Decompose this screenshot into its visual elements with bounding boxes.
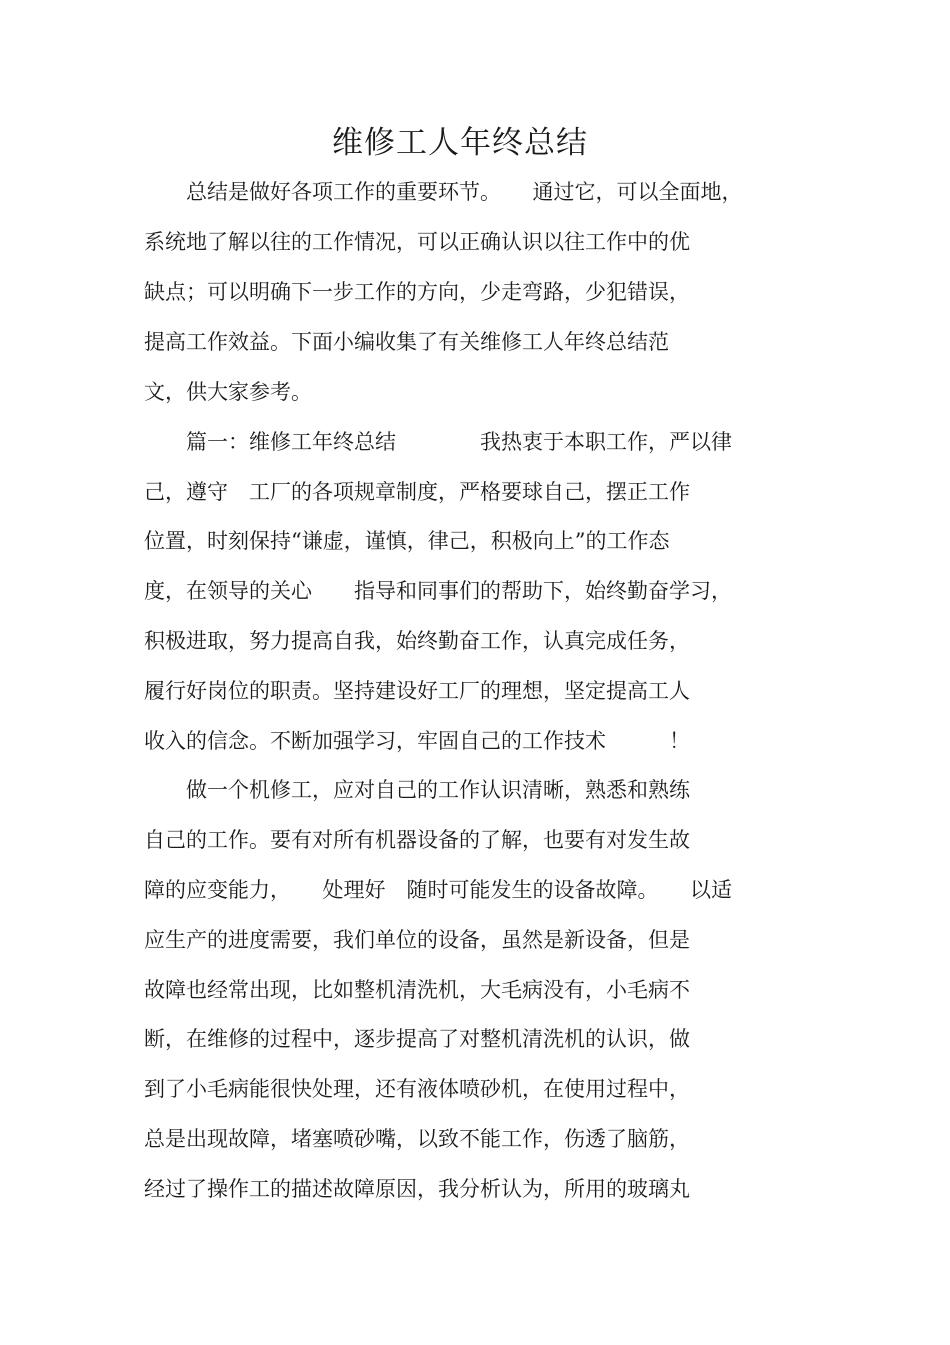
body-line: 应生产的进度需要，我们单位的设备，虽然是新设备，但是	[144, 928, 690, 952]
body-line: 自己的工作。要有对所有机器设备的了解，也要有对发生故	[144, 828, 690, 852]
body-line: 篇一：维修工年终总结 我热衷于本职工作，严以律	[144, 430, 732, 454]
body-line: 度，在领导的关心 指导和同事们的帮助下，始终勤奋学习，	[144, 579, 732, 603]
body-line: 履行好岗位的职责。坚持建设好工厂的理想，坚定提高工人	[144, 679, 690, 703]
body-line: 总结是做好各项工作的重要环节。 通过它，可以全面地，	[144, 180, 743, 204]
body-line: 经过了操作工的描述故障原因，我分析认为，所用的玻璃丸	[144, 1177, 690, 1201]
body-line: 位置，时刻保持“谦虚，谨慎，律己，积极向上”的工作态	[144, 529, 670, 553]
body-line: 收入的信念。不断加强学习，牢固自己的工作技术 ！	[144, 729, 690, 753]
body-line: 故障也经常出现，比如整机清洗机，大毛病没有，小毛病不	[144, 978, 690, 1002]
body-line: 积极进取，努力提高自我，始终勤奋工作，认真完成任务，	[144, 629, 690, 653]
body-line: 缺点；可以明确下一步工作的方向，少走弯路，少犯错误，	[144, 280, 690, 304]
body-line: 障的应变能力， 处理好 随时可能发生的设备故障。 以适	[144, 878, 732, 902]
body-line: 己，遵守 工厂的各项规章制度，严格要球自己，摆正工作	[144, 480, 690, 504]
body-line: 总是出现故障，堵塞喷砂嘴，以致不能工作，伤透了脑筋，	[144, 1127, 690, 1151]
body-line: 断，在维修的过程中，逐步提高了对整机清洗机的认识，做	[144, 1027, 690, 1051]
body-line: 做一个机修工，应对自己的工作认识清晰，熟悉和熟练	[144, 778, 690, 802]
body-line: 到了小毛病能很快处理，还有液体喷砂机，在使用过程中，	[144, 1077, 690, 1101]
document-title: 维修工人年终总结	[332, 125, 588, 161]
body-line: 提高工作效益。下面小编收集了有关维修工人年终总结范	[144, 330, 669, 354]
body-line: 文，供大家参考。	[144, 380, 312, 404]
body-line: 系统地了解以往的工作情况，可以正确认识以往工作中的优	[144, 230, 690, 254]
